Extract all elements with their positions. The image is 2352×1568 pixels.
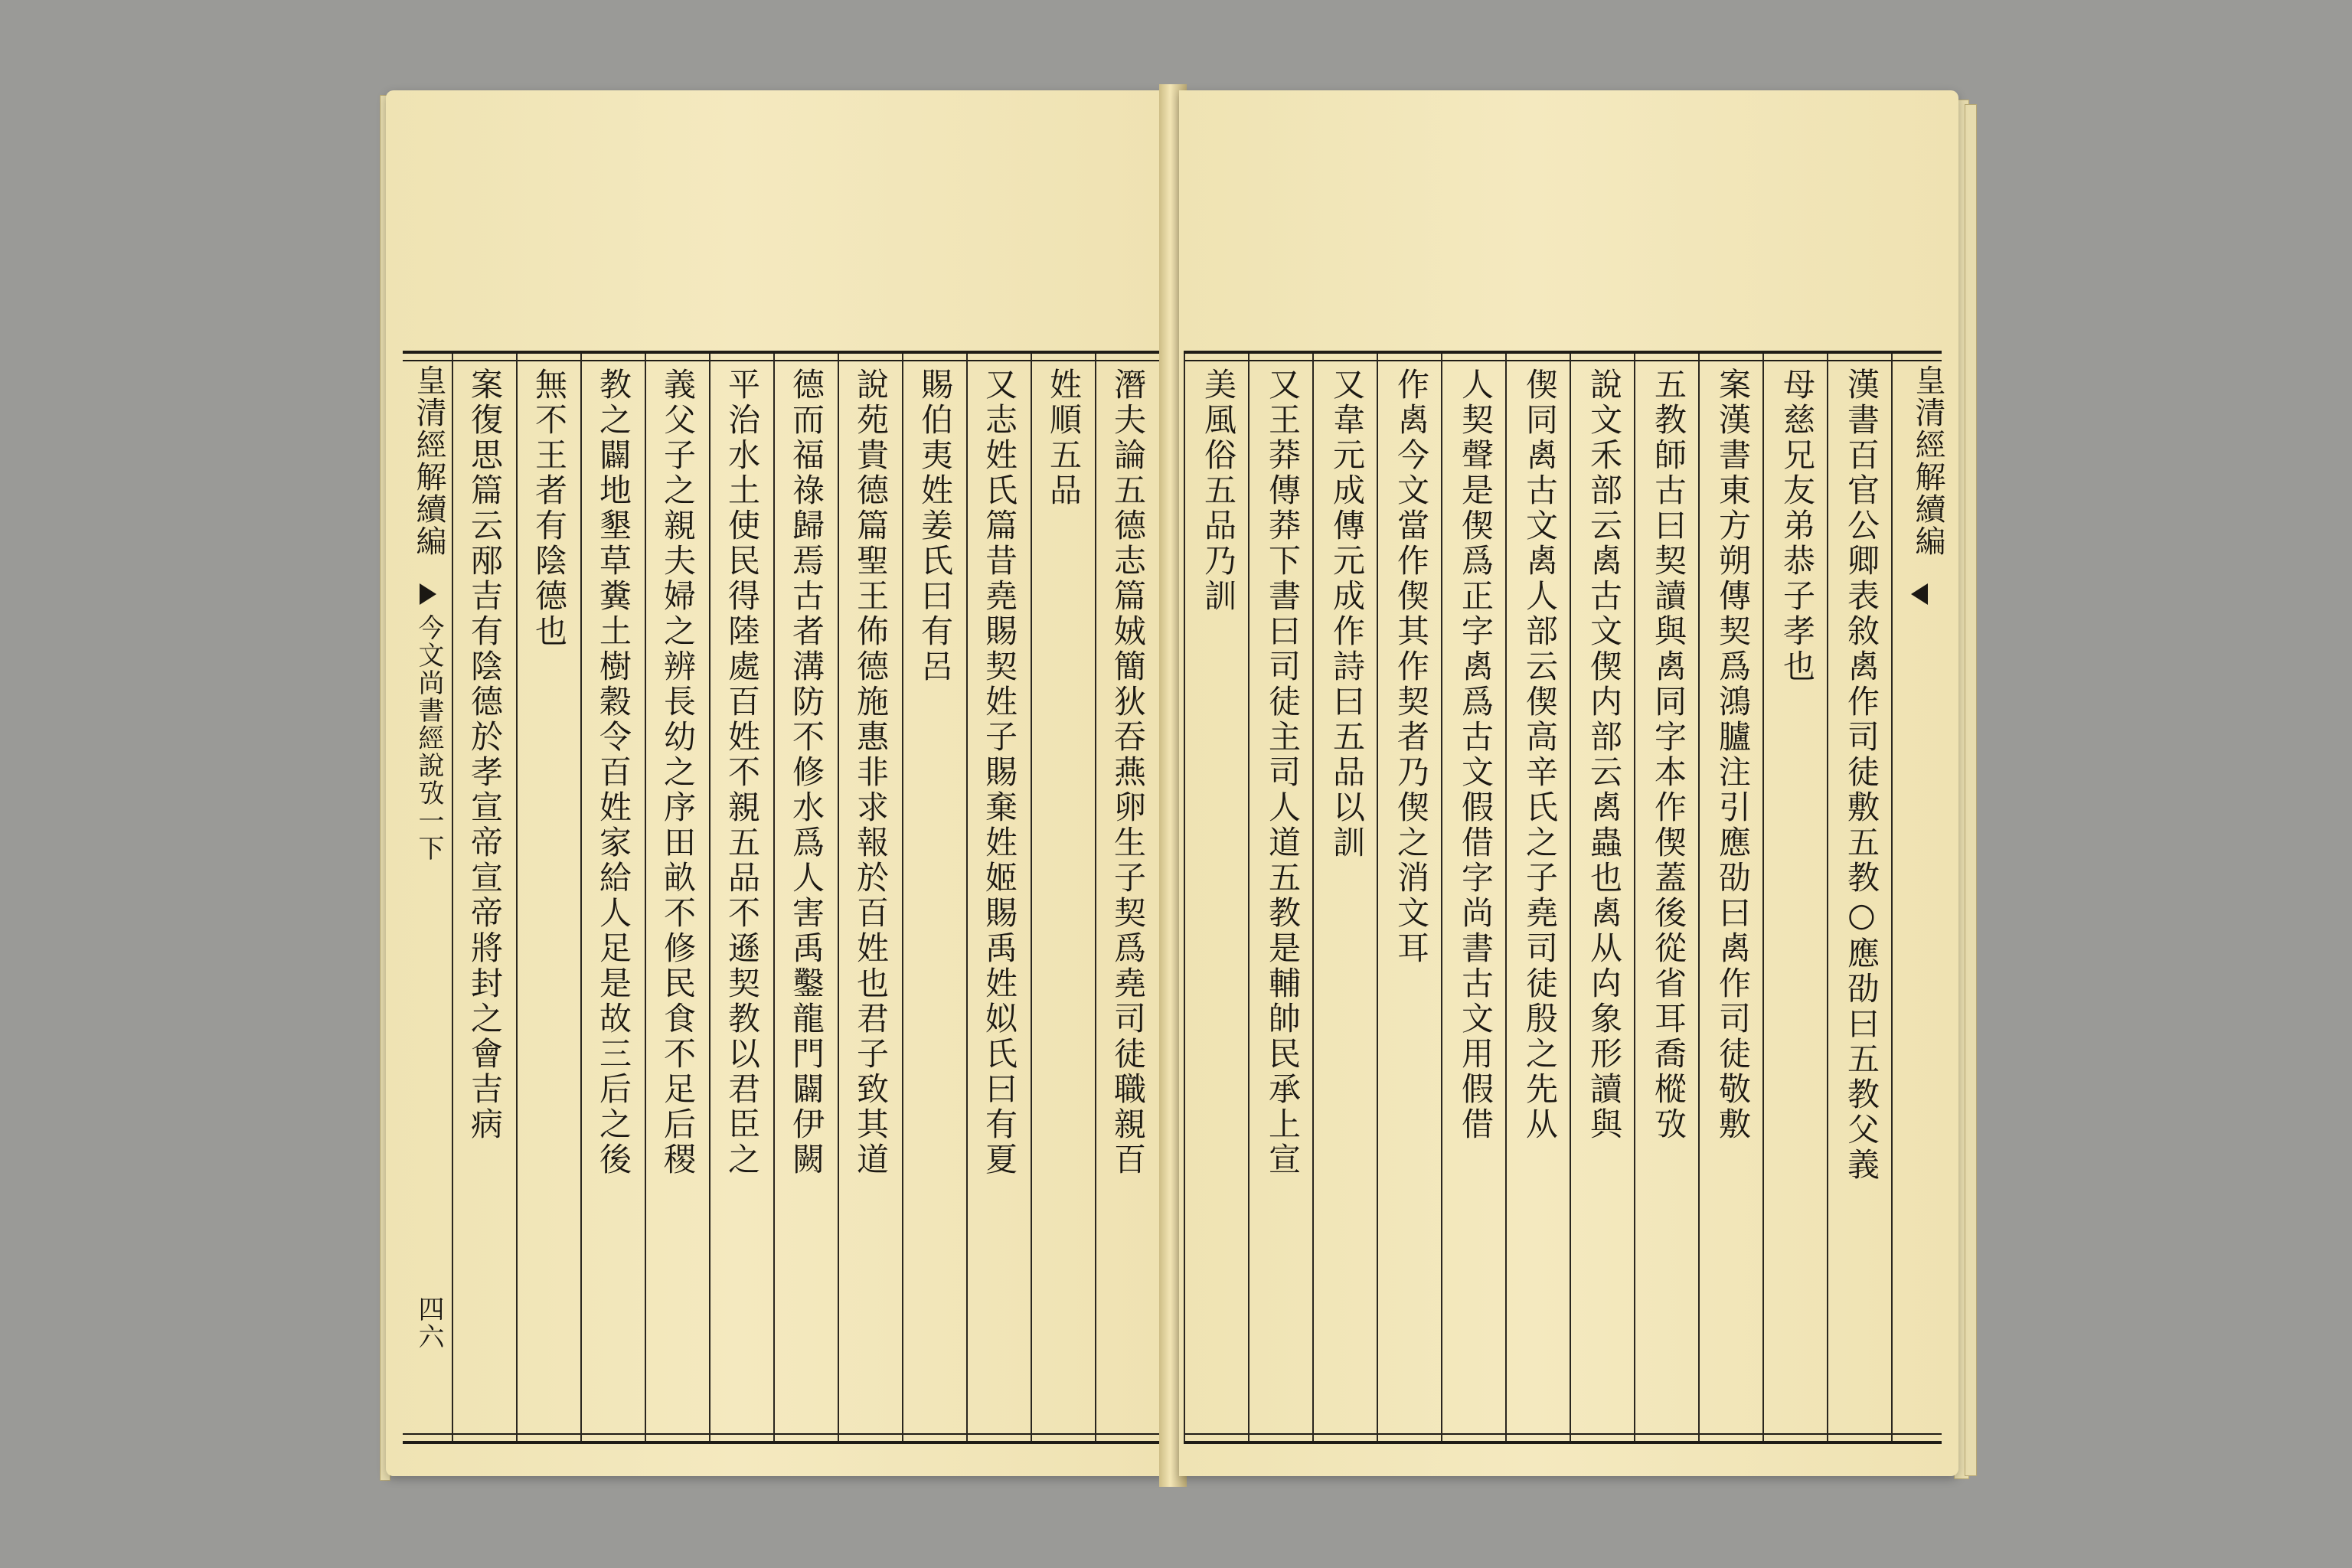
right-col-rule — [1570, 354, 1571, 1441]
right-text-frame — [1184, 351, 1945, 1444]
right-text-column: 五教師古曰契讀與禼同字本作偰蓋後從省耳喬樅攷 — [1650, 368, 1687, 1142]
left-text-column: 姓順五品 — [1045, 368, 1083, 508]
left-col-rule — [452, 354, 453, 1441]
right-text-column: 偰同禼古文禼人部云偰高辛氏之子堯司徒殷之先从 — [1521, 368, 1559, 1142]
left-col-rule — [1095, 354, 1096, 1441]
left-text-column: 義父子之親夫婦之辨長幼之序田畝不修民食不足后稷 — [659, 368, 697, 1178]
right-col-rule — [1312, 354, 1314, 1441]
left-text-frame — [403, 351, 1161, 1444]
right-text-column: 母慈兄友弟恭子孝也 — [1779, 368, 1816, 684]
left-col-rule — [773, 354, 775, 1441]
right-text-column: 又韋元成傳元成作詩曰五品以訓 — [1328, 368, 1366, 861]
page-stack-right-2 — [1965, 104, 1977, 1476]
left-text-column: 潛夫論五德志篇娀簡狄吞燕卵生子契爲堯司徒職親百 — [1109, 368, 1147, 1178]
right-col-rule — [1762, 354, 1764, 1441]
left-text-column: 德而福祿歸焉古者溝防不修水爲人害禹鑿龍門闢伊闕 — [788, 368, 825, 1178]
right-text-column: 美風俗五品乃訓 — [1200, 368, 1237, 614]
right-col-rule — [1891, 354, 1893, 1441]
left-col-rule — [580, 354, 582, 1441]
left-col-rule — [902, 354, 903, 1441]
right-col-rule — [1248, 354, 1250, 1441]
right-text-column: 人契聲是偰爲正字禼爲古文假借字尚書古文用假借 — [1457, 368, 1494, 1142]
right-page — [1179, 90, 1958, 1476]
left-col-rule — [709, 354, 710, 1441]
left-text-column: 平治水土使民得陸處百姓不親五品不遜契教以君臣之 — [724, 368, 761, 1178]
open-book — [380, 84, 1986, 1487]
left-text-column: 案復思篇云邴吉有陰德於孝宣帝宣帝將封之會吉病 — [466, 368, 504, 1142]
right-col-rule — [1441, 354, 1442, 1441]
left-margin-page-number: 四六 — [413, 1295, 444, 1351]
right-col-rule — [1634, 354, 1635, 1441]
left-text-column: 又志姓氏篇昔堯賜契姓子賜棄姓姬賜禹姓姒氏曰有夏 — [981, 368, 1018, 1178]
right-text-column: 說文禾部云禼古文偰内部云禼蟲也禼从禸象形讀與 — [1586, 368, 1623, 1142]
right-margin-title: 皇清經解續編 — [1910, 364, 1945, 557]
left-text-column: 教之闢地墾草糞土樹穀令百姓家給人足是故三后之後 — [595, 368, 632, 1178]
left-page — [386, 90, 1165, 1476]
left-col-rule — [645, 354, 646, 1441]
left-text-column: 賜伯夷姓姜氏曰有呂 — [916, 368, 954, 684]
right-text-column: 漢書百官公卿表敘禼作司徒敷五教○應劭曰五教父義 — [1843, 368, 1880, 1183]
right-text-column: 作禼今文當作偰其作契者乃偰之消文耳 — [1393, 368, 1430, 966]
left-col-rule — [1031, 354, 1032, 1441]
left-margin-title: 皇清經解續編 — [411, 364, 446, 557]
right-col-rule — [1505, 354, 1507, 1441]
right-col-rule — [1698, 354, 1700, 1441]
right-text-column: 案漢書東方朔傳契爲鴻臚注引應劭曰禼作司徒敬敷 — [1714, 368, 1752, 1142]
left-text-column: 無不王者有陰德也 — [531, 368, 568, 649]
fish-tail-mark — [1911, 583, 1928, 605]
left-col-rule — [516, 354, 518, 1441]
right-col-rule — [1184, 354, 1185, 1441]
left-text-column: 說苑貴德篇聖王佈德施惠非求報於百姓也君子致其道 — [852, 368, 890, 1178]
right-col-rule — [1827, 354, 1828, 1441]
left-col-rule — [966, 354, 968, 1441]
left-margin-section: 今文尚書經說攷一下 — [413, 614, 444, 862]
left-col-rule — [838, 354, 839, 1441]
right-text-column: 又王莽傳莽下書曰司徒主司人道五教是輔帥民承上宣 — [1264, 368, 1302, 1178]
fish-tail-mark — [420, 583, 436, 605]
right-col-rule — [1377, 354, 1378, 1441]
